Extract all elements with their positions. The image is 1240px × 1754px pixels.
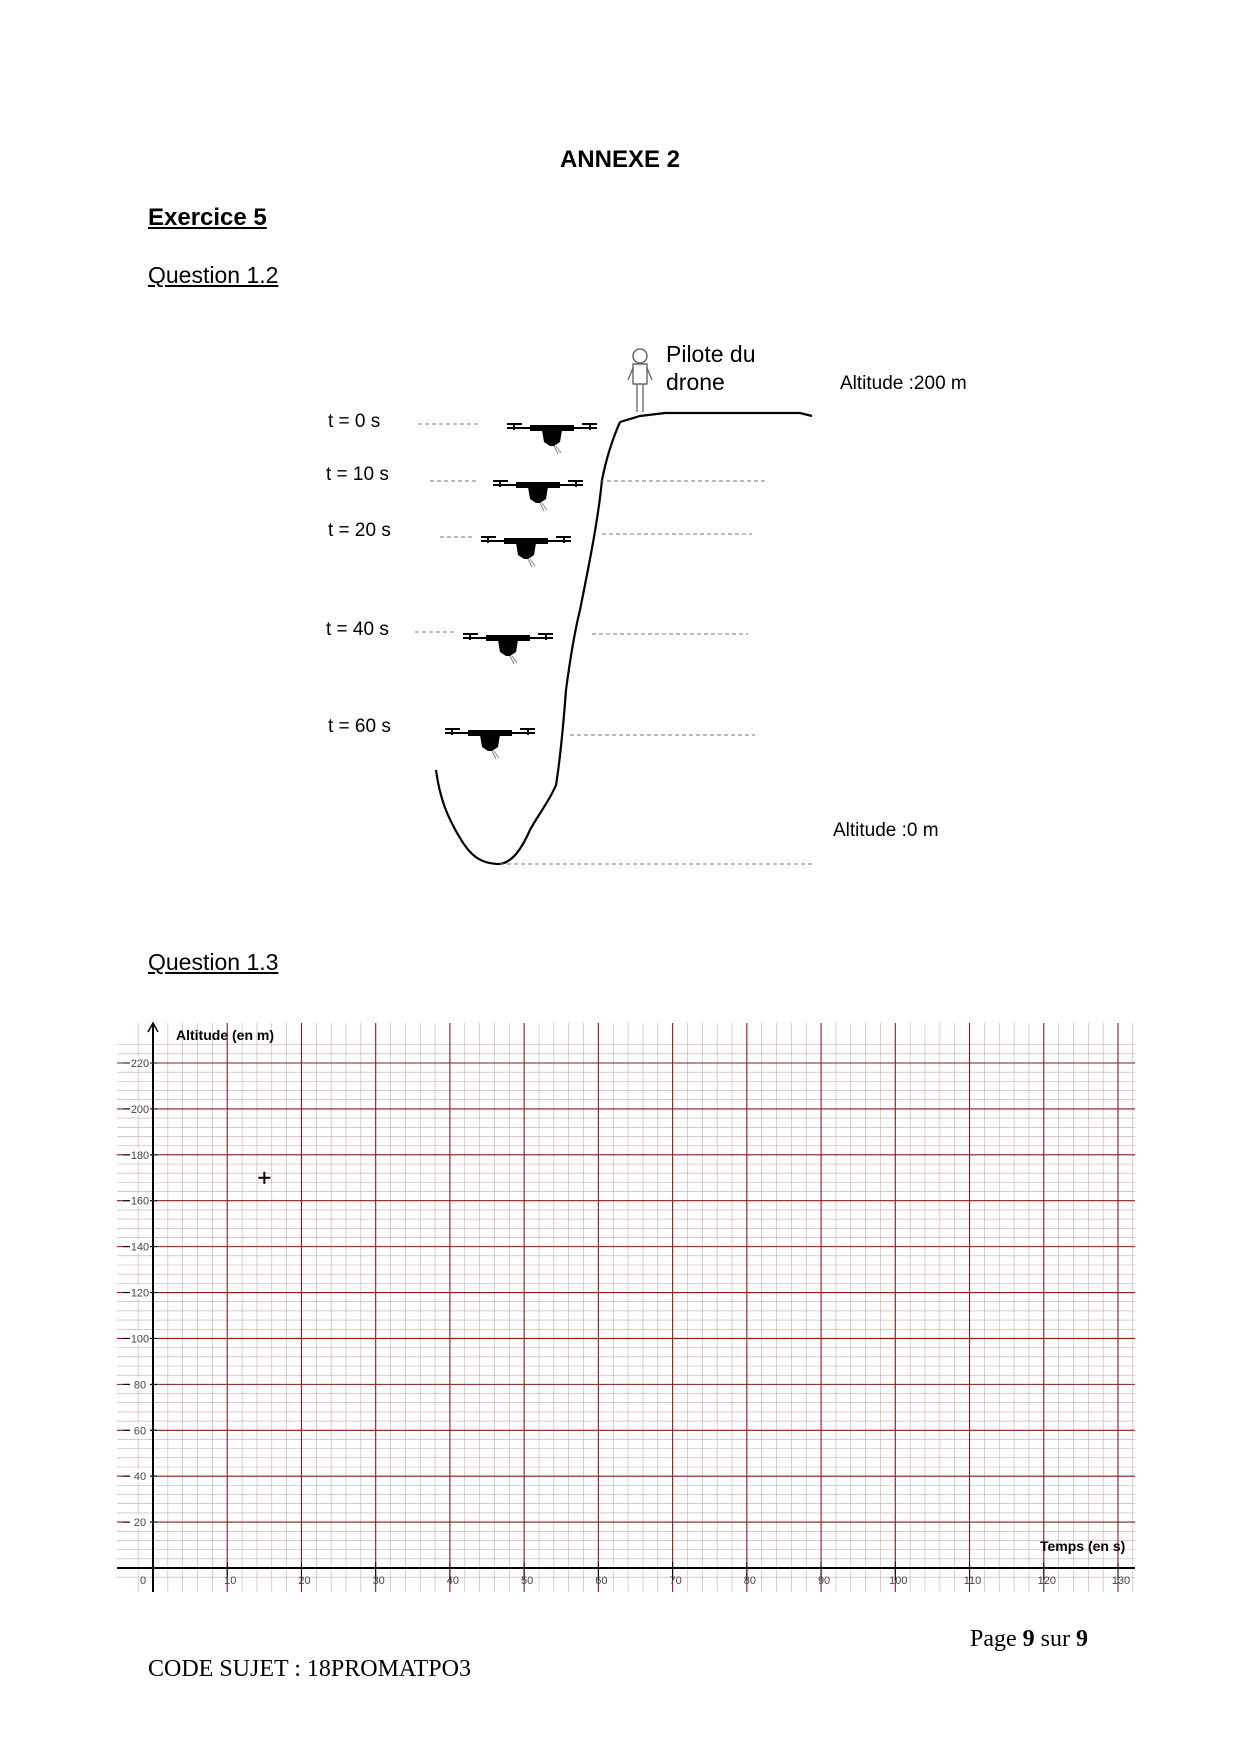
question-1-3-title: Question 1.3 — [148, 949, 279, 975]
x-tick-label: 100 — [889, 1575, 908, 1587]
data-point-marker — [258, 1172, 270, 1184]
x-tick-label: 70 — [669, 1575, 682, 1587]
x-tick-label: 50 — [521, 1575, 534, 1587]
y-tick-label: 160 — [130, 1195, 150, 1208]
y-tick-label: 120 — [130, 1287, 150, 1300]
y-tick-label: 180 — [130, 1149, 150, 1162]
x-tick-label: 80 — [743, 1575, 756, 1587]
x-tick-label: 60 — [595, 1575, 608, 1587]
annexe-title: ANNEXE 2 — [559, 146, 681, 173]
y-tick-label: 60 — [133, 1425, 147, 1438]
x-tick-label: 90 — [817, 1575, 831, 1587]
y-tick-label: 140 — [130, 1241, 150, 1254]
altitude-top-label: Altitude :200 m — [840, 373, 967, 394]
pilot-label-line1: Pilote du — [666, 341, 756, 367]
y-tick-label: 220 — [130, 1058, 150, 1070]
pilot-label-line2: drone — [666, 369, 725, 395]
y-tick-label: 20 — [133, 1517, 147, 1530]
time-label-40: t = 40 s — [326, 619, 389, 640]
page-prefix: Page — [970, 1626, 1017, 1652]
x-tick-label: 110 — [963, 1575, 982, 1587]
y-tick-label: 200 — [130, 1103, 150, 1116]
y-tick-label: 40 — [133, 1471, 147, 1484]
page-total: 9 — [1076, 1626, 1088, 1652]
exercise-title: Exercice 5 — [148, 204, 267, 231]
x-axis-label: Temps (en s) — [1040, 1538, 1126, 1554]
time-label-20: t = 20 s — [328, 520, 391, 541]
y-axis-label: Altitude (en m) — [176, 1027, 274, 1043]
time-label-10: t = 10 s — [326, 464, 389, 485]
x-tick-label: 20 — [298, 1575, 311, 1587]
page-number — [970, 1626, 1088, 1653]
y-tick-label: 100 — [130, 1333, 150, 1346]
x-tick-label: 10 — [224, 1575, 237, 1587]
x-tick-label: 130 — [1111, 1575, 1131, 1587]
altitude-bottom-label: Altitude :0 m — [833, 820, 939, 841]
page-mid: sur — [1040, 1626, 1070, 1652]
x-tick-label: 120 — [1037, 1575, 1056, 1587]
x-tick-label: 0 — [139, 1575, 147, 1587]
time-label-60: t = 60 s — [328, 716, 391, 737]
time-label-0: t = 0 s — [328, 411, 381, 432]
page-current: 9 — [1022, 1626, 1035, 1652]
y-tick-label: 80 — [133, 1379, 147, 1392]
subject-code: CODE SUJET : 18PROMATPO3 — [148, 1656, 471, 1682]
question-1-2-title: Question 1.2 — [148, 262, 279, 288]
x-tick-label: 30 — [372, 1575, 385, 1587]
x-tick-label: 40 — [446, 1575, 460, 1587]
